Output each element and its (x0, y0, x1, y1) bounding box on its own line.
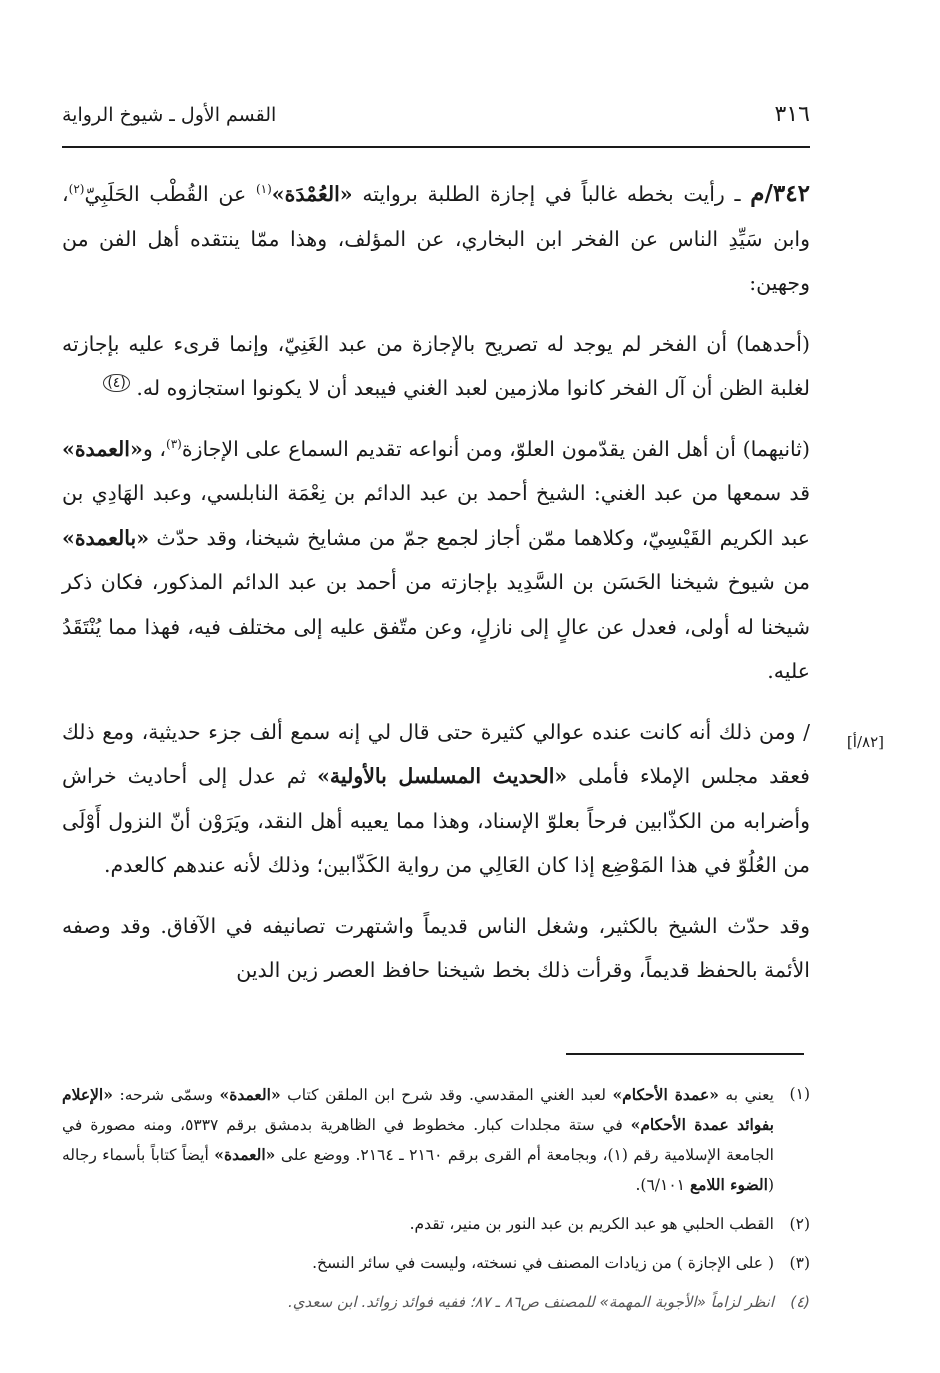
footnote-number: (١) (789, 1085, 810, 1103)
text-run: ٦/١٠١). (635, 1176, 690, 1194)
text-run: ثم عدل إلى أحاديث خراش وأضرابه من الكذّابين فرحاً بعلوّ الإسناد، وهذا مما يعيبه أهل النقد، ويَرَوْن أنّ النزول أَوْلَى من العُلُوّ في هذا المَوْضِع إذا كان العَالِي من رواية الكَذّابين؛ وذلك لأنه عندهم كالعدم. (62, 764, 810, 877)
footnote-2 (62, 1210, 810, 1239)
text-run: ، و (142, 436, 167, 461)
book-title: الضوء اللامع (689, 1175, 768, 1194)
paragraph-high-isnad (62, 710, 810, 888)
header-rule (62, 146, 810, 148)
book-title-umda: «العمدة» (62, 436, 143, 461)
book-title-umda: «العُمْدَة» (271, 182, 353, 206)
footnote-ref-2[interactable]: (٢) (68, 182, 85, 197)
paragraph-entry-342 (62, 172, 810, 306)
footnote-3 (62, 1249, 810, 1278)
handwritten-note-mark[interactable]: (٤) (103, 374, 129, 392)
text-run: قد سمعها من عبد الغني: الشيخ أحمد بن عبد الدائم بن نِعْمَة النابلسي، وعبد الهَادِي بن عبد الكريم القَيْسِيّ، وكلاهما ممّن أجاز لجمع جمّ من مشايخ شيخنا، وقد حدّث (62, 481, 810, 550)
book-title-musalsal: «الحديث المسلسل بالأولية» (317, 764, 568, 788)
running-header (62, 98, 810, 138)
footnote-text: ( على الإجازة ) من زيادات المصنف في نسخته، وليست في سائر النسخ. (312, 1254, 774, 1272)
paragraph-reputation (62, 904, 810, 993)
text-run: وقد حدّث الشيخ بالكثير، وشغل الناس قديماً واشتهرت تصانيفه في الآفاق. وقد وصفه الأئمة بالحفظ قديماً، وقرأت ذلك بخط شيخنا حافظ العصر زين الدين (62, 913, 810, 982)
text-run: وسمّى شرحه: (112, 1086, 220, 1104)
running-title: القسم الأول ـ شيوخ الرواية (62, 104, 277, 126)
footnote-number: (٤) (790, 1293, 810, 1311)
text-run: عن القُطْب الحَلَبِيّ (84, 182, 256, 206)
footnotes (62, 1080, 810, 1327)
book-title: «الإعلام بفوائد عمدة الأحكام» (62, 1085, 774, 1134)
footnote-ref-3[interactable]: (٣) (166, 436, 182, 451)
text-run: من شيوخ شيخنا الحَسَن بن السَّدِيد بإجازته من أحمد بن عبد الدائم المذكور، فكان ذكر شيخنا له أولى، فعدل عن عالٍ إلى نازلٍ، وعن متّفق عليه إلى مختلف فيه، فهذا مما يُنْتَقَدُ عليه. (62, 570, 810, 683)
entry-number: ٣٤٢/م (750, 180, 810, 207)
footnote-number: (٢) (789, 1215, 810, 1233)
margin-folio-marker: [٨٢/أ] (846, 733, 884, 751)
footnote-number: (٣) (789, 1254, 810, 1272)
footnote-1 (62, 1080, 810, 1200)
text-run: أيضاً كتاباً بأسماء رجاله ( (62, 1146, 774, 1194)
text-run: (أحدهما) أن الفخر لم يوجد له تصريح بالإجازة من عبد الغَنِيّ، وإنما قرىء عليه بإجازته لغلبة الظن أن آل الفخر كانوا ملازمين لعبد الغني فيبعد أن لا يكونوا استجازوه له. (62, 331, 810, 400)
paragraph-second-objection (62, 427, 810, 694)
book-title: «العمدة» (219, 1085, 281, 1104)
footnote-ref-1[interactable]: (١) (255, 182, 272, 197)
book-title: «العمدة» (214, 1145, 276, 1164)
main-text (62, 172, 810, 997)
text-run: ـ رأيت بخطه غالباً في إجازة الطلبة بروايته (352, 182, 751, 206)
paragraph-first-objection (62, 322, 810, 411)
text-run: / ومن ذلك أنه كانت عنده عوالي كثيرة حتى قال لي إنه سمع ألف جزء حديثية، ومع ذلك فعقد مجلس الإملاء فأملى (62, 719, 810, 788)
footnote-rule (566, 1053, 804, 1055)
book-title: «عمدة الأحكام» (612, 1085, 719, 1104)
text-run: (ثانيهما) أن أهل الفن يقدّمون العلوّ، ومن أنواعه تقديم السماع على الإجازة (181, 436, 810, 461)
book-title-umda: «بالعمدة» (62, 525, 150, 550)
footnote-text: القطب الحلبي هو عبد الكريم بن عبد النور بن منير، تقدم. (409, 1215, 774, 1233)
text-run: في ستة مجلدات كبار. مخطوط في الظاهرية بدمشق برقم ٥٣٣٧، ومنه مصورة في الجامعة الإسلامية رقم (١)، وبجامعة أم القرى برقم ٢١٦٠ ـ ٢١٦٤. ووضع على (62, 1116, 774, 1164)
footnote-text: انظر لزاماً «الأجوبة المهمة» للمصنف ص٨٦ ـ ٨٧؛ ففيه فوائد زوائد. ابن سعدي. (288, 1293, 774, 1311)
text-run: يعني به (718, 1086, 774, 1104)
page-number: ٣١٦ (774, 102, 810, 127)
text-run: لعبد الغني المقدسي. وقد شرح ابن الملقن كتاب (280, 1086, 613, 1104)
footnote-4-handwritten (62, 1288, 810, 1317)
text-run: ، وابن سَيِّدِ الناس عن الفخر ابن البخاري، عن المؤلف، وهذا ممّا ينتقده أهل الفن من وجهين: (62, 182, 810, 295)
